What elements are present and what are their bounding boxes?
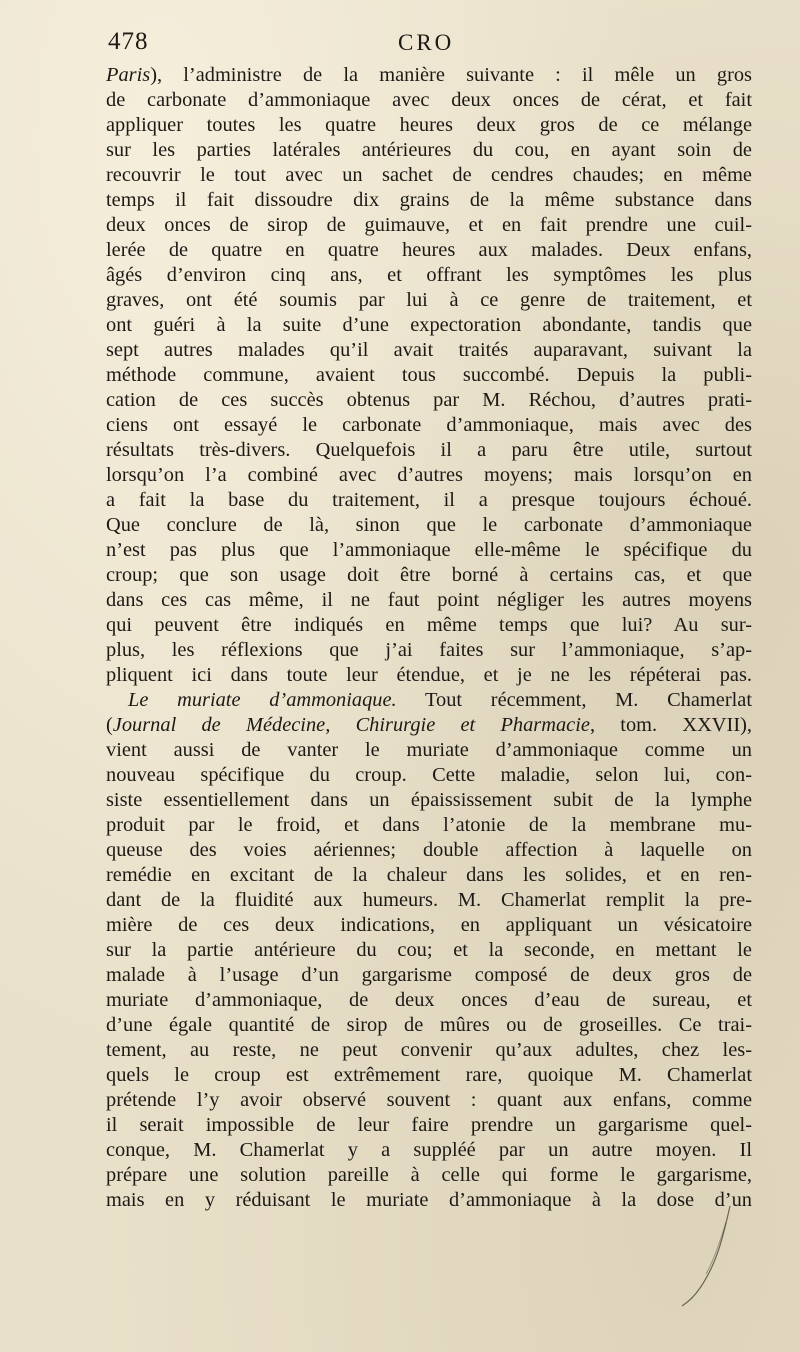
text-line: cation de ces succès obtenus par M. Réchou, d’autres prati- — [106, 389, 752, 411]
pencil-mark — [680, 1202, 740, 1312]
text-line: de carbonate d’ammoniaque avec deux onces de cérat, et fait — [106, 89, 752, 111]
text-line: vient aussi de vanter le muriate d’ammoniaque comme un — [106, 739, 752, 761]
section-heading-line: Le muriate d’ammoniaque. Tout récemment, M. Chamerlat — [128, 689, 752, 711]
text-line: mais en y réduisant le muriate d’ammoniaque à la dose d’un — [106, 1189, 752, 1211]
text-line: méthode commune, avaient tous succombé. Depuis la publi- — [106, 364, 752, 386]
text-line: produit par le froid, et dans l’atonie de la membrane mu- — [106, 814, 752, 836]
text-line: ont guéri à la suite d’une expectoration abondante, tandis que — [106, 314, 752, 336]
page-number: 478 — [108, 28, 149, 55]
text-line: dans ces cas même, il ne faut point négliger les autres moyens — [106, 589, 752, 611]
text-line: il serait impossible de leur faire prendre un gargarisme quel- — [106, 1114, 752, 1136]
text-line: (Journal de Médecine, Chirurgie et Pharmacie, tom. XXVII), — [106, 714, 752, 736]
text-line: sur la partie antérieure du cou; et la seconde, en mettant le — [106, 939, 752, 961]
text-line: âgés d’environ cinq ans, et offrant les symptômes les plus — [106, 264, 752, 286]
text-line: lerée de quatre en quatre heures aux malades. Deux enfans, — [106, 239, 752, 261]
text-line: malade à l’usage d’un gargarisme composé de deux gros de — [106, 964, 752, 986]
text-line: sur les parties latérales antérieures du cou, en ayant soin de — [106, 139, 752, 161]
page-header — [108, 28, 748, 58]
text-line: croup; que son usage doit être borné à certains cas, et que — [106, 564, 752, 586]
running-head: CRO — [398, 30, 455, 55]
text-line: queuse des voies aériennes; double affection à laquelle on — [106, 839, 752, 861]
text-line: appliquer toutes les quatre heures deux gros de ce mélange — [106, 114, 752, 136]
text-line: muriate d’ammoniaque, de deux onces d’eau de sureau, et — [106, 989, 752, 1011]
text-line: temps il fait dissoudre dix grains de la même substance dans — [106, 189, 752, 211]
text-line: résultats très-divers. Quelquefois il a paru être utile, surtout — [106, 439, 752, 461]
text-line: quels le croup est extrêmement rare, quoique M. Chamerlat — [106, 1064, 752, 1086]
text-line: nouveau spécifique du croup. Cette maladie, selon lui, con- — [106, 764, 752, 786]
text-line: recouvrir le tout avec un sachet de cendres chaudes; en même — [106, 164, 752, 186]
text-line: d’une égale quantité de sirop de mûres ou de groseilles. Ce trai- — [106, 1014, 752, 1036]
text-line: dant de la fluidité aux humeurs. M. Chamerlat remplit la pre- — [106, 889, 752, 911]
text-line: remédie en excitant de la chaleur dans les solides, et en ren- — [106, 864, 752, 886]
text-line: prétende l’y avoir observé souvent : quant aux enfans, comme — [106, 1089, 752, 1111]
text-line: prépare une solution pareille à celle qui forme le gargarisme, — [106, 1164, 752, 1186]
text-line: n’est pas plus que l’ammoniaque elle-même le spécifique du — [106, 539, 752, 561]
body-text — [106, 63, 752, 1213]
text-line: Que conclure de là, sinon que le carbonate d’ammoniaque — [106, 514, 752, 536]
text-line: pliquent ici dans toute leur étendue, et je ne les répéterai pas. — [106, 664, 752, 686]
text-line: graves, ont été soumis par lui à ce genre de traitement, et — [106, 289, 752, 311]
text-line: conque, M. Chamerlat y a suppléé par un autre moyen. Il — [106, 1139, 752, 1161]
text-line: sept autres malades qu’il avait traités auparavant, suivant la — [106, 339, 752, 361]
text-line: deux onces de sirop de guimauve, et en fait prendre une cuil- — [106, 214, 752, 236]
text-line: mière de ces deux indications, en appliquant un vésicatoire — [106, 914, 752, 936]
text-line: tement, au reste, ne peut convenir qu’aux adultes, chez les- — [106, 1039, 752, 1061]
text-line: a fait la base du traitement, il a presque toujours échoué. — [106, 489, 752, 511]
text-line: qui peuvent être indiqués en même temps que lui? Au sur- — [106, 614, 752, 636]
text-line: ciens ont essayé le carbonate d’ammoniaque, mais avec des — [106, 414, 752, 436]
text-line: lorsqu’on l’a combiné avec d’autres moyens; mais lorsqu’on en — [106, 464, 752, 486]
text-line: Paris), l’administre de la manière suivante : il mêle un gros — [106, 64, 752, 86]
text-line: plus, les réflexions que j’ai faites sur l’ammoniaque, s’ap- — [106, 639, 752, 661]
text-line: siste essentiellement dans un épaississement subit de la lymphe — [106, 789, 752, 811]
